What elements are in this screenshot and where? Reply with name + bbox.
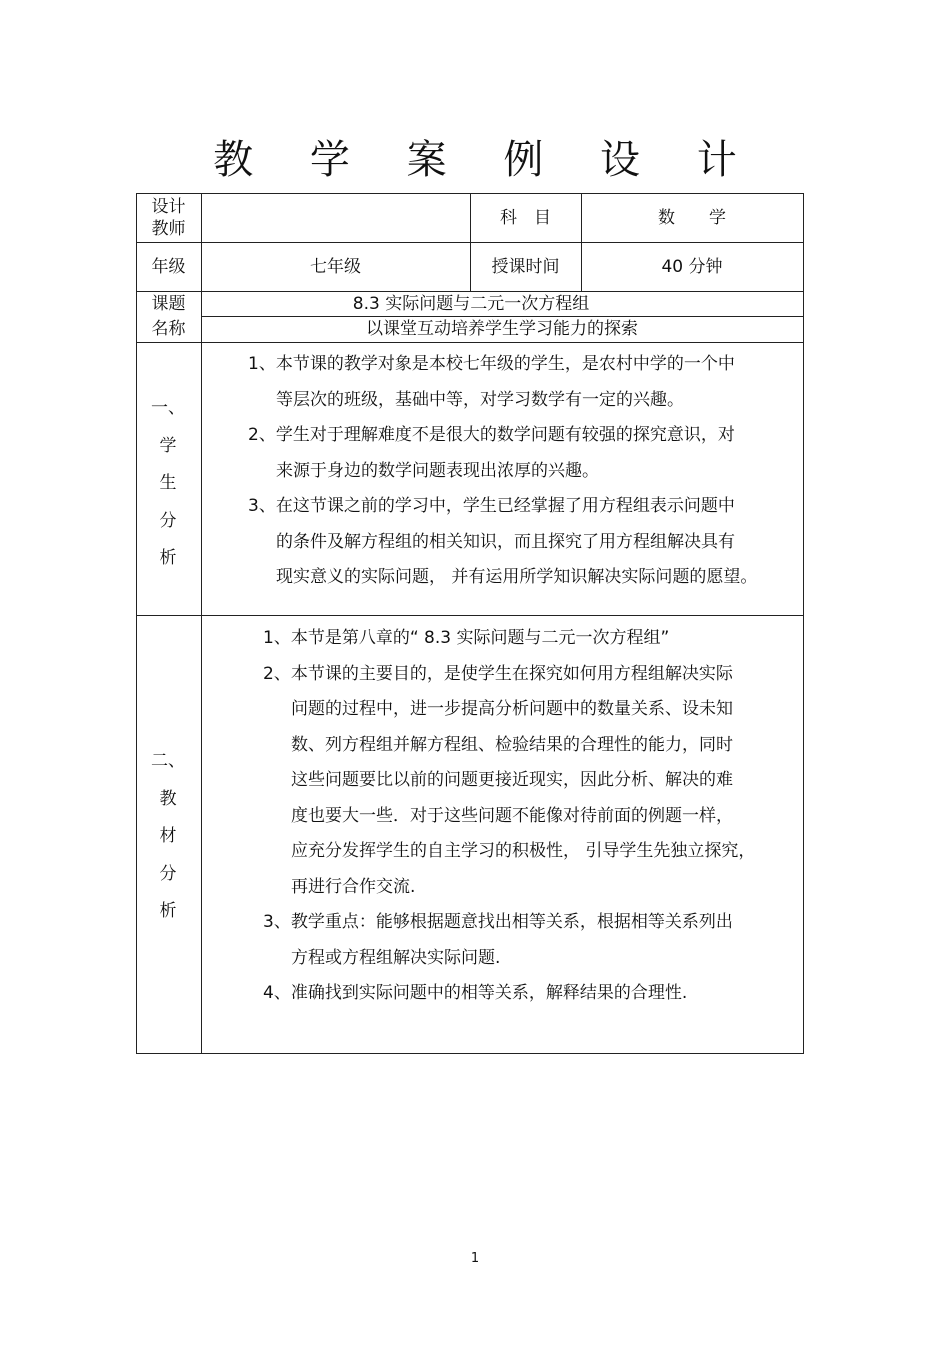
material-analysis-line: 3、教学重点：能够根据题意找出相等关系，根据相等关系列出 [263, 912, 733, 932]
student-analysis-line: 1、本节课的教学对象是本校七年级的学生，是农村中学的一个中 [248, 354, 735, 374]
teacher-label: 设计 教师 [151, 196, 186, 239]
material-analysis-line: 数、列方程组并解方程组、检验结果的合理性的能力，同时 [291, 734, 733, 755]
material-analysis-line: 应充分发挥学生的自主学习的积极性， 引导学生先独立探究， [291, 841, 756, 861]
topic-subtitle: 以课堂互动培养学生学习能力的探索 [366, 319, 638, 339]
teacher-value [201, 193, 470, 242]
page-number: 1 [470, 1251, 480, 1266]
topic-label-line-2: 名称 [151, 319, 186, 339]
student-analysis-line: 现实意义的实际问题， 并有运用所学知识解决实际问题的愿望。 [276, 567, 758, 587]
student-analysis-line: 3、在这节课之前的学习中，学生已经掌握了用方程组表示问题中 [248, 496, 735, 516]
subject-value: 数 学 [658, 207, 726, 228]
student-analysis-text [248, 347, 757, 596]
grade-value: 七年级 [310, 256, 361, 277]
material-analysis-line: 1、本节是第八章的“ 8.3 实际问题与二元一次方程组” [263, 628, 670, 648]
material-analysis-line: 这些问题要比以前的问题更接近现实，因此分析、解决的难 [291, 770, 733, 790]
student-analysis-line: 等层次的班级，基础中等，对学习数学有一定的兴趣。 [276, 389, 684, 410]
material-analysis-line: 度也要大一些．对于这些问题不能像对待前面的例题一样， [291, 805, 733, 826]
row-divider [136, 615, 804, 616]
student-analysis-line: 来源于身边的数学问题表现出浓厚的兴趣。 [276, 460, 599, 481]
material-analysis-line: 2、本节课的主要目的，是使学生在探究如何用方程组解决实际 [263, 663, 733, 684]
material-analysis-heading: 二、 教 材 分 析 [151, 751, 185, 921]
material-analysis-line: 4、准确找到实际问题中的相等关系，解释结果的合理性. [263, 983, 688, 1003]
border-bottom [136, 1053, 804, 1054]
time-label: 授课时间 [491, 256, 560, 277]
border-right [803, 193, 804, 1054]
subject-label: 科 目 [500, 207, 551, 228]
grade-label: 年级 [151, 256, 186, 277]
student-analysis-line: 2、学生对于理解难度不是很大的数学问题有较强的探究意识，对 [248, 425, 735, 445]
time-value: 40 分钟 [661, 256, 723, 277]
student-analysis-heading: 一、 学 生 分 析 [151, 398, 185, 568]
material-analysis-text [263, 621, 755, 1012]
topic-label-line-1: 课题 [151, 293, 186, 314]
row-divider [136, 342, 804, 343]
student-analysis-line: 的条件及解方程组的相关知识，而且探究了用方程组解决具有 [276, 531, 735, 552]
material-analysis-line: 再进行合作交流. [291, 876, 416, 897]
material-analysis-line: 方程或方程组解决实际问题. [291, 947, 501, 968]
document-title: 教 学 案 例 设 计 [213, 137, 759, 183]
material-analysis-line: 问题的过程中，进一步提高分析问题中的数量关系、设未知 [291, 699, 733, 719]
topic-title: 8.3 实际问题与二元一次方程组 [352, 293, 590, 314]
